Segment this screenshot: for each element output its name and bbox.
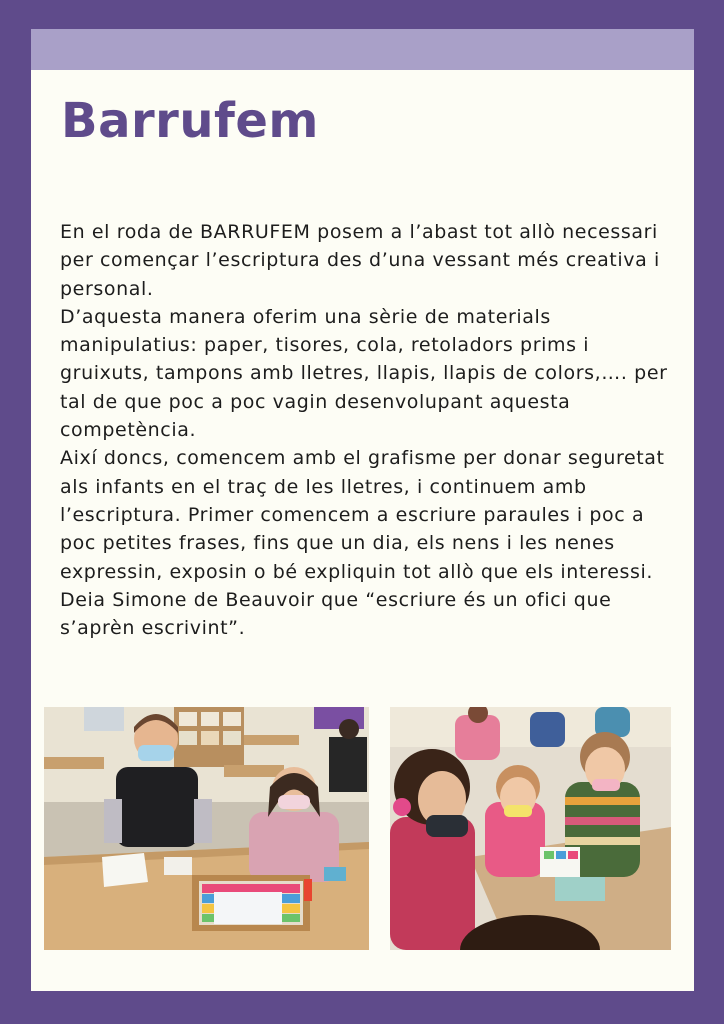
body-text — [60, 218, 670, 642]
classroom-photo-left — [44, 707, 369, 950]
paragraph: Així doncs, comencem amb el grafisme per donar seguretat als infants en el traç de les lletres, i continuem amb l’escriptura. Primer comencem a escriure paraules i poc a poc petites frases, fins que un dia, els nens i les nenes expressin, exposin o bé expliquin tot allò que els interessi. — [60, 447, 665, 583]
paragraph: D’aquesta manera oferim una sèrie de materials manipulatius: paper, tisores, cola, retoladors prims i gruixuts, tampons amb lletres, llapis, llapis de colors,…. per tal de que poc a poc vagin desenvolupant aquesta competència. — [60, 305, 668, 442]
header-band — [31, 29, 694, 70]
classroom-photo-right — [390, 707, 671, 950]
paragraph: En el roda de BARRUFEM posem a l’abast tot allò necessari per començar l’escriptura des d’una vessant més creativa i personal. — [60, 221, 660, 300]
page-title: Barrufem — [61, 93, 319, 149]
document-page — [31, 29, 694, 991]
paragraph: Deia Simone de Beauvoir que “escriure és un ofici que s’aprèn escrivint”. — [60, 588, 612, 640]
